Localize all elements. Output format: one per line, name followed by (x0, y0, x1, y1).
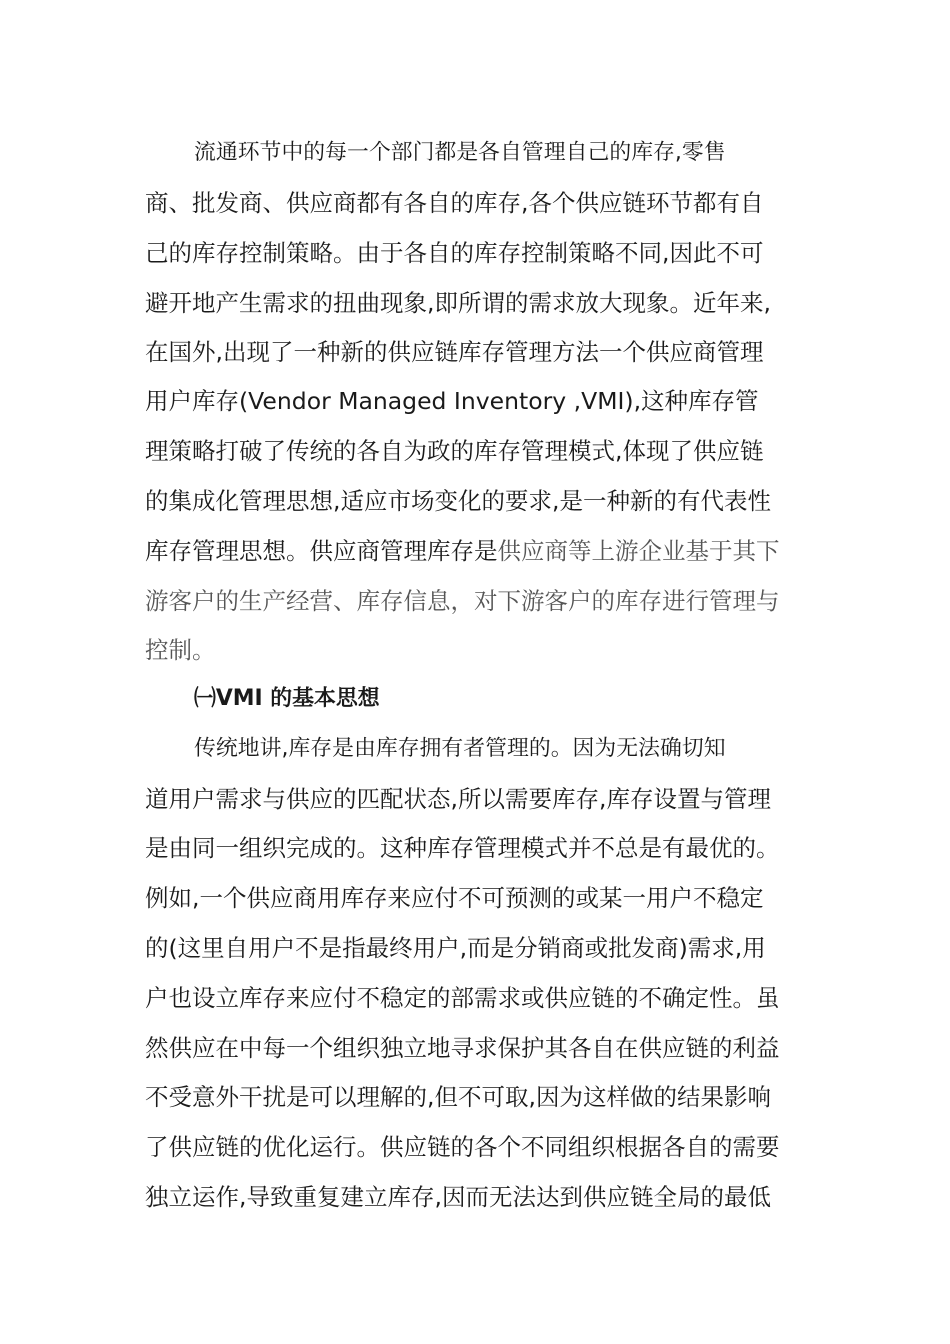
paragraph2-line-3: 是由同一组织完成的。这种库存管理模式并不总是有最优的。 (145, 834, 780, 862)
paragraph1-line-1: 流通环节中的每一个部门都是各自管理自己的库存,零售 (194, 140, 726, 165)
paragraph1-line-2: 商、批发商、供应商都有各自的库存,各个供应链环节都有自 (145, 189, 764, 217)
paragraph1-line-3: 己的库存控制策略。由于各自的库存控制策略不同,因此不可 (145, 239, 764, 267)
paragraph1-line-9 (145, 536, 845, 566)
paragraph1-line-8: 的集成化管理思想,适应市场变化的要求,是一种新的有代表性 (145, 487, 771, 515)
paragraph1-line-9-prefix: 库存管理思想。供应商管理库存是 (145, 537, 498, 565)
section-heading: ㈠VMI 的基本思想 (194, 686, 380, 711)
paragraph2-line-10: 独立运作,导致重复建立库存,因而无法达到供应链全局的最低 (145, 1183, 771, 1211)
paragraph2-line-1: 传统地讲,库存是由库存拥有者管理的。因为无法确切知 (194, 736, 726, 761)
paragraph2-line-2: 道用户需求与供应的匹配状态,所以需要库存,库存设置与管理 (145, 785, 771, 813)
paragraph1-line-9-grey: 供应商等上游企业基于其下 (497, 537, 780, 565)
paragraph2-line-4: 例如,一个供应商用库存来应付不可预测的或某一用户不稳定 (145, 884, 764, 912)
paragraph2-line-9: 了供应链的优化运行。供应链的各个不同组织根据各自的需要 (145, 1133, 780, 1161)
paragraph1-line-7: 理策略打破了传统的各自为政的库存管理模式,体现了供应链 (145, 437, 764, 465)
paragraph2-line-5: 的(这里自用户不是指最终用户,而是分销商或批发商)需求,用 (145, 934, 766, 962)
paragraph1-line-4: 避开地产生需求的扭曲现象,即所谓的需求放大现象。近年来, (145, 289, 771, 317)
paragraph1-line-6: 用户库存(Vendor Managed Inventory ,VMI),这种库存管 (145, 387, 759, 415)
paragraph1-line-10: 游客户的生产经营、库存信息，对下游客户的库存进行管理与 (145, 587, 780, 615)
paragraph1-line-11: 控制。 (145, 636, 216, 664)
paragraph1-line-5: 在国外,出现了一种新的供应链库存管理方法一个供应商管理 (145, 338, 764, 366)
paragraph2-line-6: 户也设立库存来应付不稳定的部需求或供应链的不确定性。虽 (145, 984, 780, 1012)
paragraph2-line-8: 不受意外干扰是可以理解的,但不可取,因为这样做的结果影响 (145, 1083, 771, 1111)
paragraph2-line-7: 然供应在中每一个组织独立地寻求保护其各自在供应链的利益 (145, 1034, 780, 1062)
